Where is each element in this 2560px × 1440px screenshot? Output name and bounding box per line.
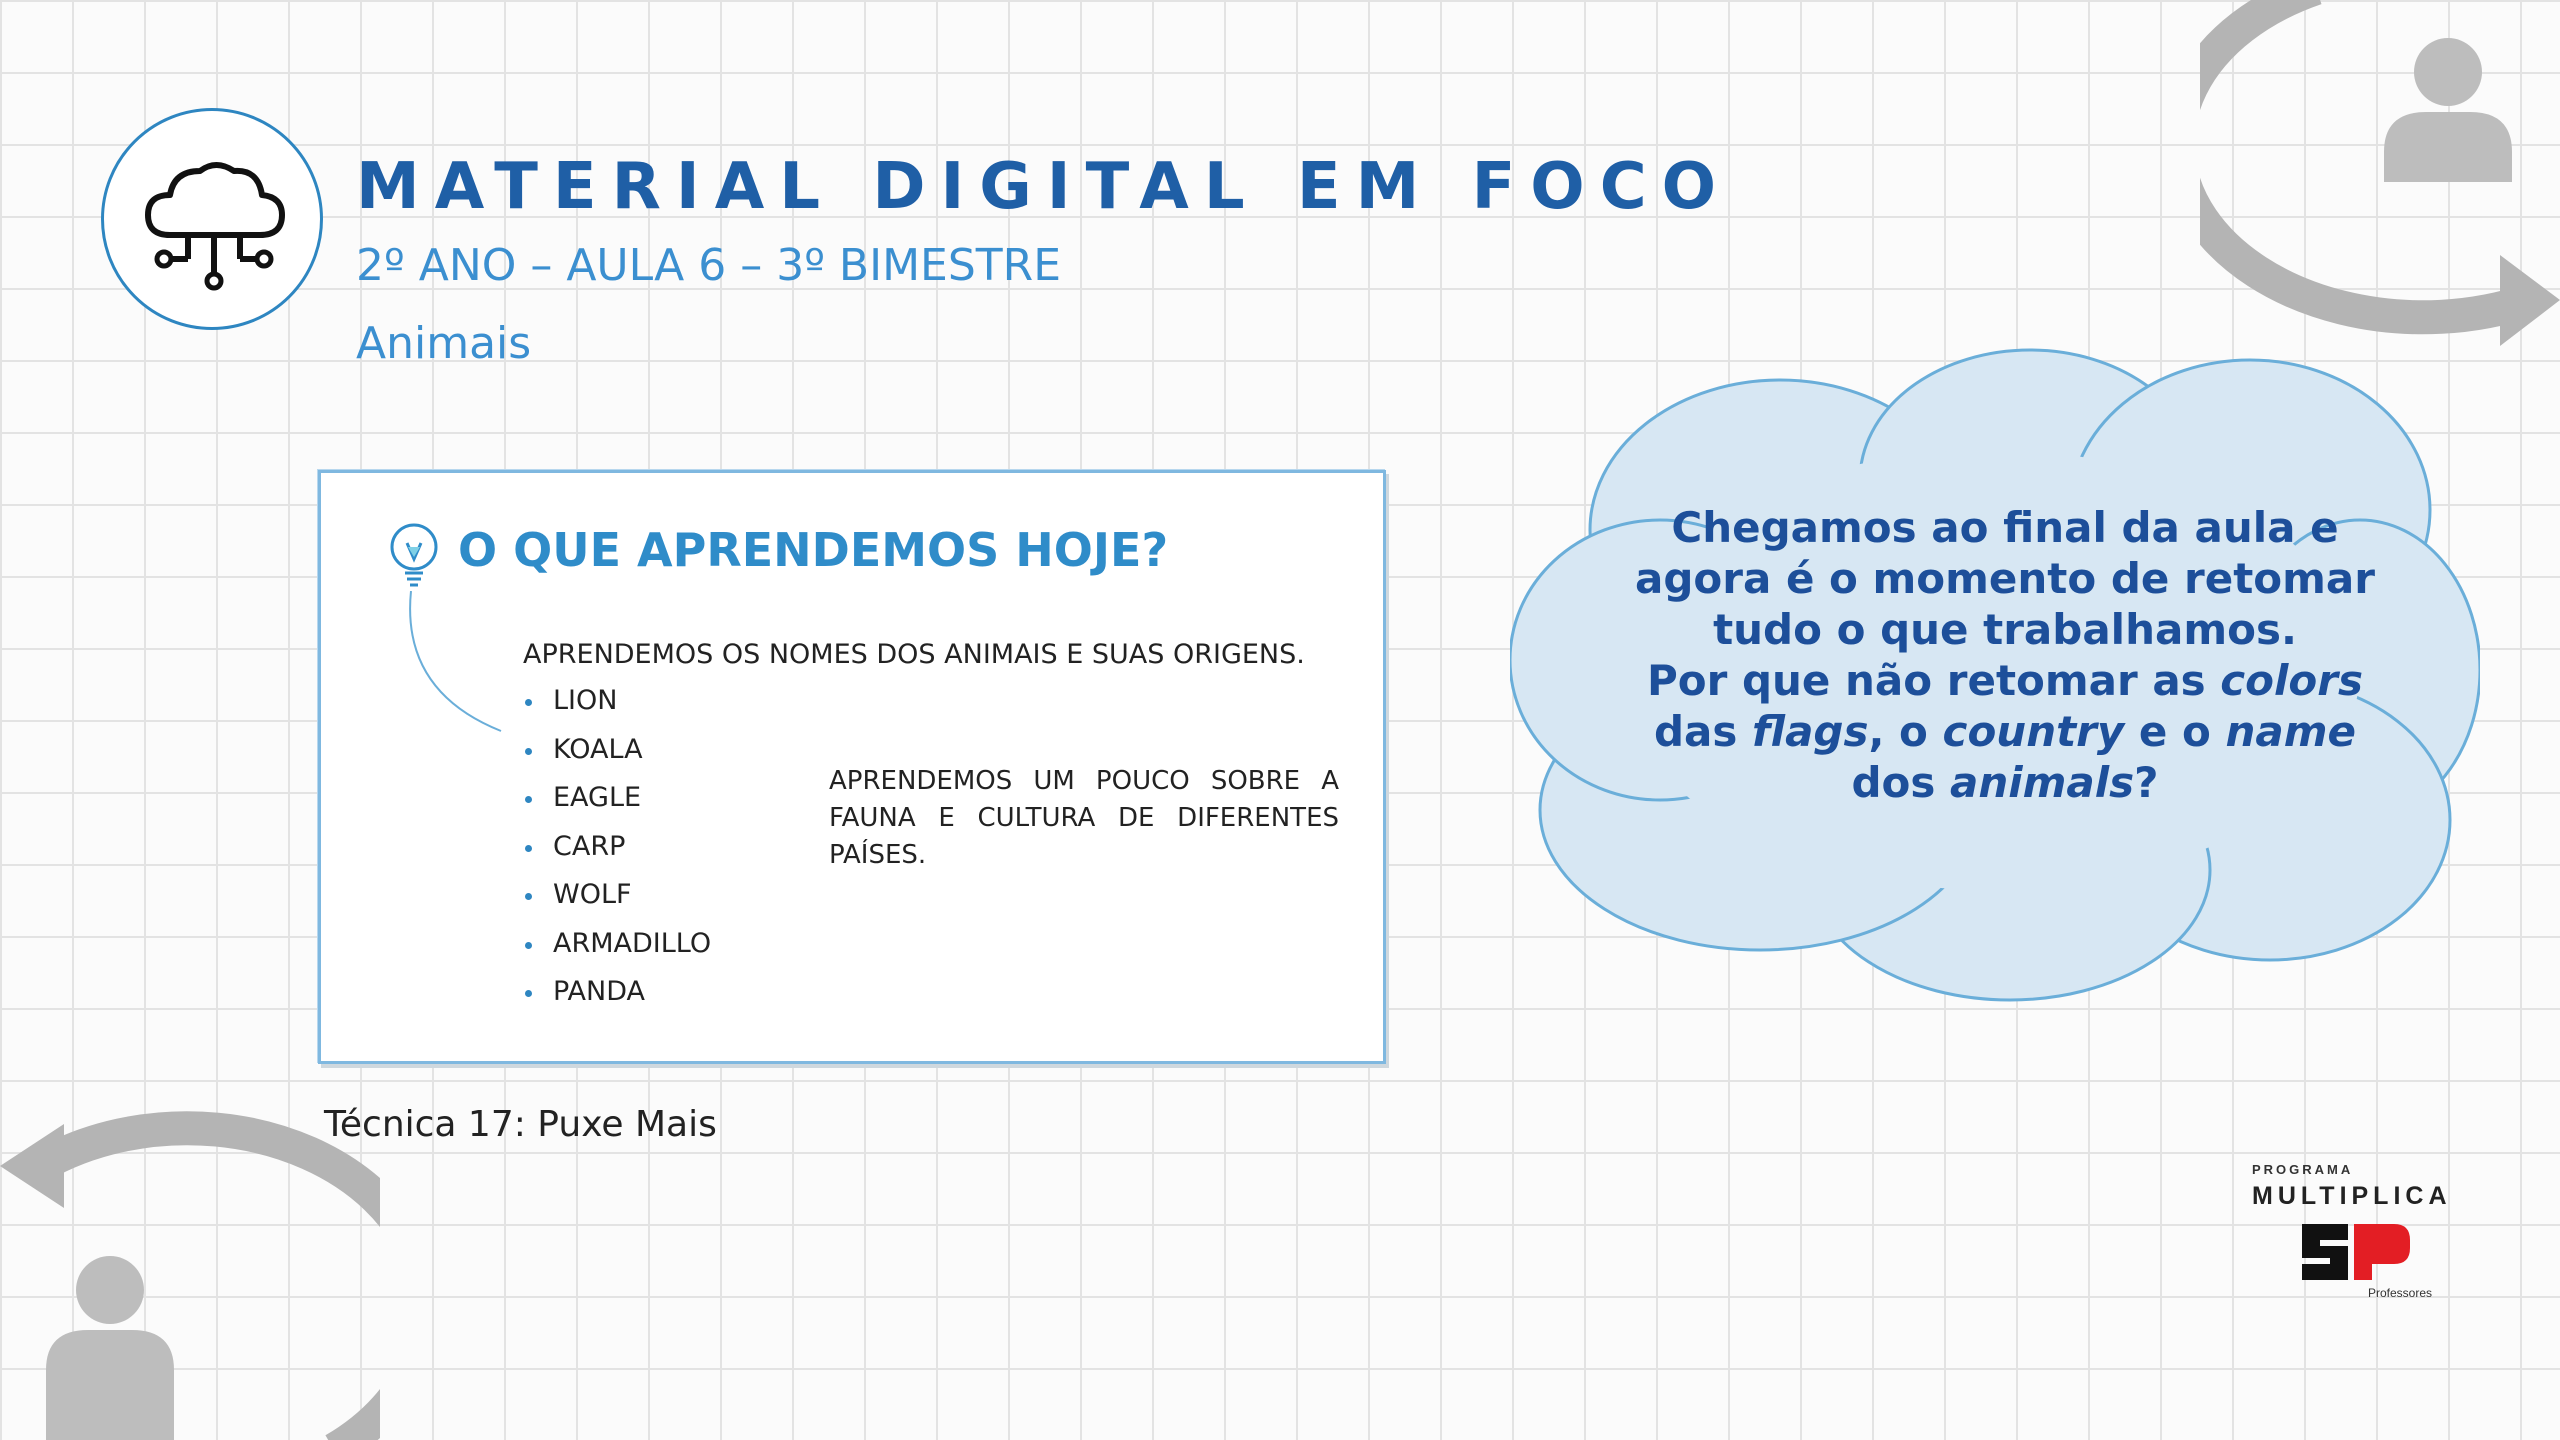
person-icon [46, 1256, 174, 1440]
cloud-line [1590, 655, 2420, 706]
top-right-decoration [2200, 0, 2560, 360]
cloud-text-part: e o [2124, 707, 2226, 756]
sp-logo-icon [2298, 1218, 2418, 1288]
list-item: ARMADILLO [523, 920, 711, 969]
list-item: LION [523, 677, 711, 726]
cloud-text-part: ? [2134, 758, 2159, 807]
cloud-line: tudo o que trabalhamos. [1713, 605, 2297, 654]
cloud-line: Chegamos ao final da aula e [1671, 503, 2339, 552]
cloud-text-part: Por que não retomar as [1646, 656, 2221, 705]
cloud-network-icon [104, 111, 320, 327]
lesson-topic: Animais [356, 318, 532, 369]
list-item: WOLF [523, 871, 711, 920]
cloud-emphasis: flags [1752, 707, 1869, 756]
card-side-text: APRENDEMOS UM POUCO SOBRE A FAUNA E CULTURA DE DIFERENTES PAÍSES. [829, 766, 1339, 870]
cloud-text-part: dos [1851, 758, 1951, 807]
page-title: MATERIAL DIGITAL EM FOCO [356, 150, 1732, 224]
cloud-text-part: , o [1868, 707, 1943, 756]
animal-list [523, 677, 711, 1017]
bottom-left-decoration [0, 1080, 380, 1440]
brand-name: MULTIPLICA [2252, 1182, 2452, 1210]
cloud-text-part: das [1653, 707, 1753, 756]
list-item: CARP [523, 823, 711, 872]
cloud-line [1590, 706, 2420, 757]
header-logo [101, 108, 323, 330]
brand-tagline: Professores [2368, 1286, 2433, 1300]
card-title: O QUE APRENDEMOS HOJE? [458, 523, 1169, 577]
card-intro-text: APRENDEMOS OS NOMES DOS ANIMAIS E SUAS ORIGENS. [523, 639, 1305, 670]
technique-label: Técnica 17: Puxe Mais [324, 1104, 717, 1145]
cloud-emphasis: colors [2220, 656, 2363, 705]
connector-line [391, 591, 511, 751]
cloud-line [1590, 757, 2420, 808]
summary-card [318, 470, 1386, 1064]
person-icon [2384, 38, 2512, 182]
cloud-emphasis: country [1942, 707, 2125, 756]
lesson-subtitle: 2º ANO – AULA 6 – 3º BIMESTRE [356, 240, 1062, 291]
cloud-message [1590, 502, 2420, 808]
list-item: EAGLE [523, 774, 711, 823]
cloud-line: agora é o momento de retomar [1635, 554, 2375, 603]
list-item: PANDA [523, 968, 711, 1017]
lightbulb-icon [379, 513, 449, 593]
brand-logo [2252, 1162, 2462, 1302]
cloud-emphasis: name [2225, 707, 2356, 756]
cloud-emphasis: animals [1950, 758, 2135, 807]
brand-program-label: PROGRAMA [2252, 1162, 2354, 1177]
list-item: KOALA [523, 726, 711, 775]
